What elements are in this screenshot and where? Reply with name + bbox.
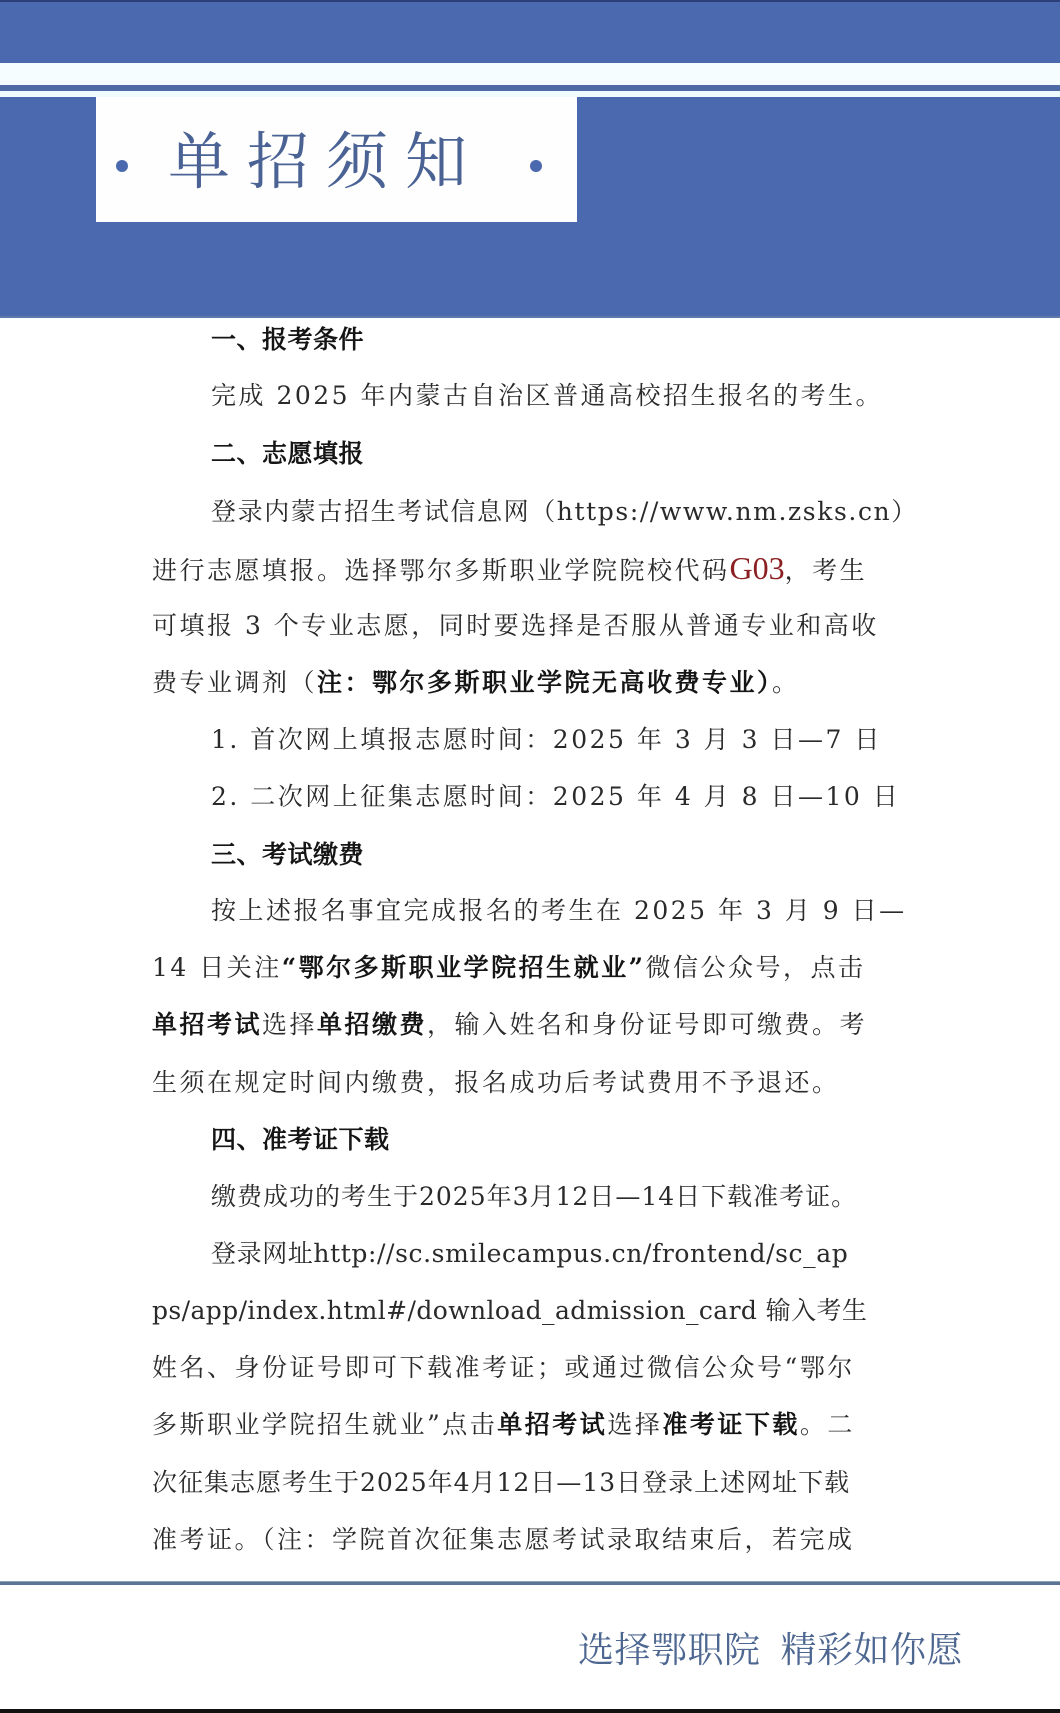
bullet-dot-icon	[530, 160, 542, 172]
footer-slogan	[578, 1622, 963, 1673]
bottom-edge-bar	[0, 1709, 1060, 1713]
slogan-part-1: 选择鄂职院	[578, 1630, 761, 1671]
text-span: 多斯职业学院招生就业”点击	[152, 1410, 498, 1439]
paragraph-line: 缴费成功的考生于2025年3月12日—14日下载准考证。	[211, 1182, 858, 1211]
text-span: 微信公众号，点击	[645, 953, 866, 982]
menu-name-bold: 单招缴费	[317, 1010, 428, 1039]
wechat-account-name: “鄂尔多斯职业学院招生就业”	[281, 953, 646, 982]
footer-divider	[0, 1581, 1060, 1585]
section-heading-payment: 三、考试缴费	[211, 840, 365, 869]
text-span: 费专业调剂（	[152, 668, 318, 697]
paragraph-line: 完成 2025 年内蒙古自治区普通高校招生报名的考生。	[211, 381, 884, 410]
paragraph-line	[152, 550, 867, 589]
paragraph-line: 生须在规定时间内缴费，报名成功后考试费用不予退还。	[152, 1068, 840, 1097]
paragraph-line	[152, 665, 800, 701]
text-span: 选择	[607, 1410, 663, 1439]
text-span: 进行志愿填报。选择鄂尔多斯职业学院院校代码	[152, 556, 730, 585]
paragraph-line-url: ps/app/index.html#/download_admission_card 输入考生	[152, 1296, 868, 1325]
paragraph-line: 准考证。（注：学院首次征集志愿考试录取结束后，若完成	[152, 1525, 855, 1554]
top-banner-band	[0, 0, 1060, 63]
paragraph-line	[152, 1407, 855, 1443]
paragraph-line: 姓名、身份证号即可下载准考证；或通过微信公众号“鄂尔	[152, 1353, 855, 1382]
menu-name-bold: 单招考试	[497, 1410, 608, 1439]
paragraph-line: 可填报 3 个专业志愿，同时要选择是否服从普通专业和高收	[152, 611, 879, 640]
paragraph-line-url: 登录网址http://sc.smilecampus.cn/frontend/sc_ap	[211, 1239, 849, 1268]
note-bold: 注：鄂尔多斯职业学院无高收费专业）	[317, 668, 773, 697]
section-heading-admission-card: 四、准考证下载	[211, 1125, 390, 1154]
text-span: ，输入姓名和身份证号即可缴费。考	[427, 1010, 868, 1039]
bullet-dot-icon	[116, 160, 128, 172]
slogan-part-2: 精彩如你愿	[780, 1630, 964, 1671]
paragraph-line: 次征集志愿考生于2025年4月12日—13日登录上述网址下载	[152, 1468, 851, 1497]
page-title: 单招须知	[168, 125, 485, 198]
list-item-second-round: 2. 二次网上征集志愿时间：2025 年 4 月 8 日—10 日	[211, 782, 901, 811]
menu-name-bold: 单招考试	[152, 1010, 263, 1039]
school-code: G03	[729, 550, 785, 586]
paragraph-line: 登录内蒙古招生考试信息网（https://www.nm.zsks.cn）	[211, 497, 918, 526]
list-item-first-round: 1. 首次网上填报志愿时间：2025 年 3 月 3 日—7 日	[211, 725, 882, 754]
text-span: 14 日关注	[152, 953, 282, 982]
text-span: 选择	[262, 1010, 318, 1039]
text-span: 。二	[799, 1410, 855, 1439]
paragraph-line: 按上述报名事宜完成报名的考生在 2025 年 3 月 9 日—	[211, 896, 907, 925]
paragraph-line	[152, 950, 866, 986]
paragraph-line	[152, 1007, 867, 1043]
text-span: ，考生	[784, 556, 868, 585]
menu-name-bold: 准考证下载	[662, 1410, 800, 1439]
section-heading-requirements: 一、报考条件	[211, 325, 365, 354]
banner-stripe-white	[0, 63, 1060, 85]
section-heading-application: 二、志愿填报	[211, 439, 365, 468]
text-span: 。	[772, 668, 800, 697]
